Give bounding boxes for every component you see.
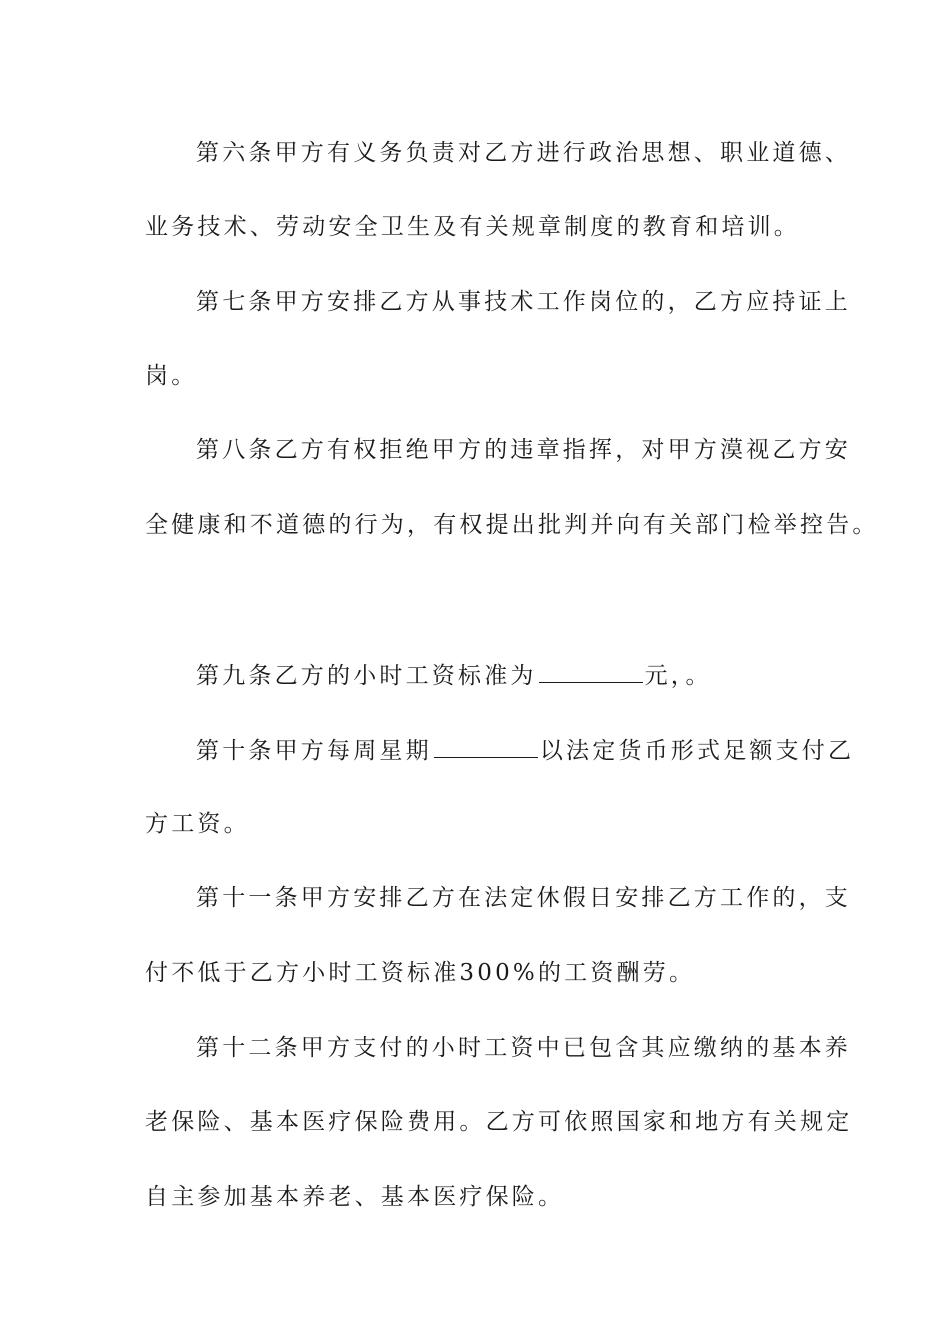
article-11-line-1: 第十一条甲方安排乙方在法定休假日安排乙方工作的，支 [196, 885, 851, 911]
article-10-fill-blank [434, 735, 538, 758]
article-12-line-1: 第十二条甲方支付的小时工资中已包含其应缴纳的基本养 [196, 1035, 851, 1061]
article-9-text-after: 元，。 [644, 663, 712, 689]
article-7-line-1: 第七条甲方安排乙方从事技术工作岗位的，乙方应持证上 [196, 289, 851, 315]
article-10-text-after: 以法定货币形式足额支付乙 [539, 738, 855, 764]
article-11-line-2: 付不低于乙方小时工资标准300%的工资酬劳。 [145, 960, 696, 986]
article-10-line-2: 方工资。 [145, 811, 250, 837]
article-9-text-before: 第九条乙方的小时工资标准为 [196, 663, 537, 689]
article-9-fill-blank [539, 660, 643, 683]
article-8-line-1: 第八条乙方有权拒绝甲方的违章指挥，对甲方漠视乙方安 [196, 437, 851, 463]
article-6-line-2: 业务技术、劳动安全卫生及有关规章制度的教育和培训。 [145, 214, 800, 240]
article-12-line-3: 自主参加基本养老、基本医疗保险。 [145, 1184, 565, 1210]
article-7-line-2: 岗。 [145, 363, 198, 389]
article-10-line-1 [196, 735, 854, 766]
article-10-text-before: 第十条甲方每周星期 [196, 738, 432, 764]
article-6-line-1: 第六条甲方有义务负责对乙方进行政治思想、职业道德、 [196, 140, 851, 166]
article-8-line-2: 全健康和不道德的行为，有权提出批判并向有关部门检举控告。 [145, 512, 879, 538]
article-12-line-2: 老保险、基本医疗保险费用。乙方可依照国家和地方有关规定 [145, 1109, 853, 1135]
article-9-line-1 [196, 660, 712, 691]
